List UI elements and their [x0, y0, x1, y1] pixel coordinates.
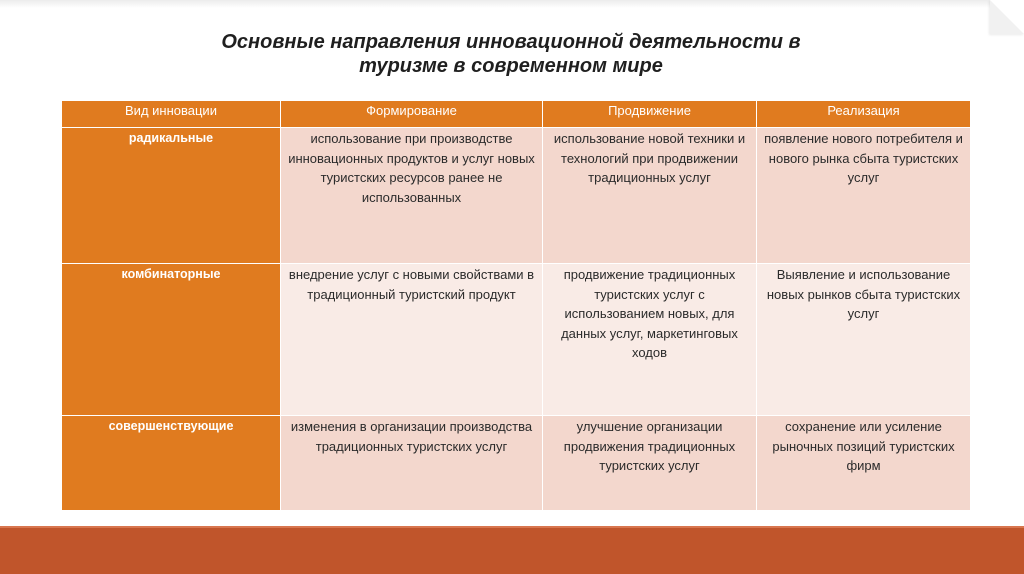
page-corner-fold: [990, 0, 1024, 34]
innovation-table: [61, 100, 971, 511]
table-row: [62, 416, 971, 511]
cell-realization: сохранение или усиление рыночных позиций туристских фирм: [757, 416, 971, 511]
column-header-formation: Формирование: [281, 101, 543, 128]
cell-formation: использование при производстве инновационных продуктов и услуг новых туристских ресурсов ранее не использованных: [281, 128, 543, 264]
column-header-promotion: Продвижение: [543, 101, 757, 128]
table-row: [62, 264, 971, 416]
cell-realization: Выявление и использование новых рынков сбыта туристских услуг: [757, 264, 971, 416]
cell-promotion: улучшение организации продвижения традиционных туристских услуг: [543, 416, 757, 511]
column-header-type: Вид инновации: [62, 101, 281, 128]
slide-title-line-1: Основные направления инновационной деятельности в: [221, 31, 801, 53]
footer-bar: [0, 528, 1024, 574]
row-label-improving: совершенствующие: [62, 416, 281, 511]
slide-title: [180, 30, 842, 78]
cell-realization: появление нового потребителя и нового рынка сбыта туристских услуг: [757, 128, 971, 264]
cell-promotion: продвижение традиционных туристских услуг с использованием новых, для данных услуг, маркетинговых ходов: [543, 264, 757, 416]
row-label-radical: радикальные: [62, 128, 281, 264]
row-label-combinatorial: комбинаторные: [62, 264, 281, 416]
table-header-row: [62, 101, 971, 128]
cell-promotion: использование новой техники и технологий при продвижении традиционных услуг: [543, 128, 757, 264]
cell-formation: изменения в организации производства традиционных туристских услуг: [281, 416, 543, 511]
top-shadow: [0, 0, 1024, 8]
column-header-realization: Реализация: [757, 101, 971, 128]
table-row: [62, 128, 971, 264]
slide-title-line-2: туризме в современном мире: [359, 55, 663, 77]
cell-formation: внедрение услуг с новыми свойствами в традиционный туристский продукт: [281, 264, 543, 416]
